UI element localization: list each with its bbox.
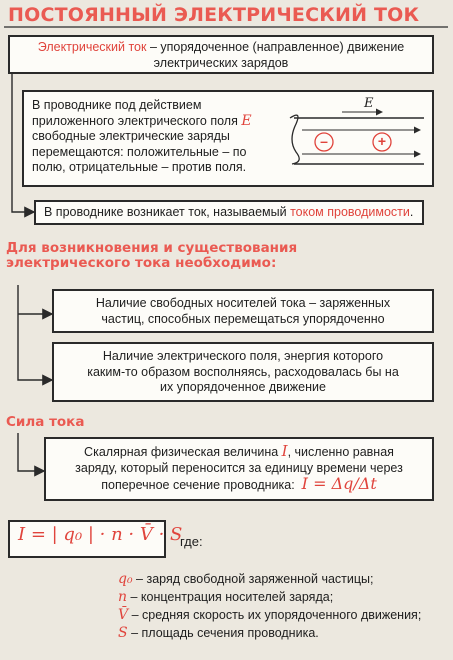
current-heading: Сила тока [6, 414, 85, 430]
condition-carriers-box: Наличие свободных носителей тока – заряженных частиц, способных перемещаться упорядоченно [52, 289, 434, 333]
definition-text-2: электрических зарядов [153, 55, 289, 70]
conduction-text: В проводнике возникает ток, называемый [44, 205, 291, 219]
legend-item-area: S – площадь сечения проводника. [118, 625, 319, 641]
negative-charge: – [320, 133, 328, 149]
definition-text-1: упорядоченное (направленное) движение [160, 40, 405, 54]
legend-item-charge: q₀ – заряд свободной заряженной частицы; [118, 571, 374, 587]
positive-charge: + [377, 133, 387, 149]
conductor-diagram [282, 100, 432, 180]
current-symbol: I [281, 442, 288, 460]
conductor-description: В проводнике под действием приложенного электрического поля E свободные электрические заряды перемещаются: положительные – по полю, отрицательные – против поля. [32, 98, 252, 174]
current-definition-box: Скалярная физическая величина I, численно равная заряду, который переносится за единицу времени через поперечное сечение проводника: I = Δq/Δt [44, 437, 434, 501]
current-formula: I = Δq/Δt [301, 474, 377, 493]
conditions-heading: Для возникновения и существования электрического тока необходимо: [6, 240, 298, 271]
main-formula: I = | q₀ | · n · V̄ · S [18, 524, 183, 545]
where-label: где: [180, 534, 203, 549]
condition-field-box: Наличие электрического поля, энергия которого каким-то образом восполняясь, расходовалась бы на их упорядоченное движение [52, 342, 434, 402]
conduction-term: током проводимости [290, 205, 410, 219]
definition-term: Электрический ток [37, 40, 147, 54]
diagram-field-label: E [364, 96, 374, 111]
legend-item-velocity: V̄ – средняя скорость их упорядоченного движения; [118, 607, 422, 623]
field-vector-label: E [241, 112, 252, 129]
conductor-box [22, 90, 434, 187]
main-formula-box [8, 520, 183, 558]
legend-item-concentration: n – концентрация носителей заряда; [118, 589, 334, 605]
page-title: ПОСТОЯННЫЙ ЭЛЕКТРИЧЕСКИЙ ТОК [8, 4, 420, 26]
conduction-box: В проводнике возникает ток, называемый током проводимости. [34, 200, 424, 225]
definition-box: Электрический ток – упорядоченное (направленное) движение электрических зарядов [8, 35, 434, 74]
